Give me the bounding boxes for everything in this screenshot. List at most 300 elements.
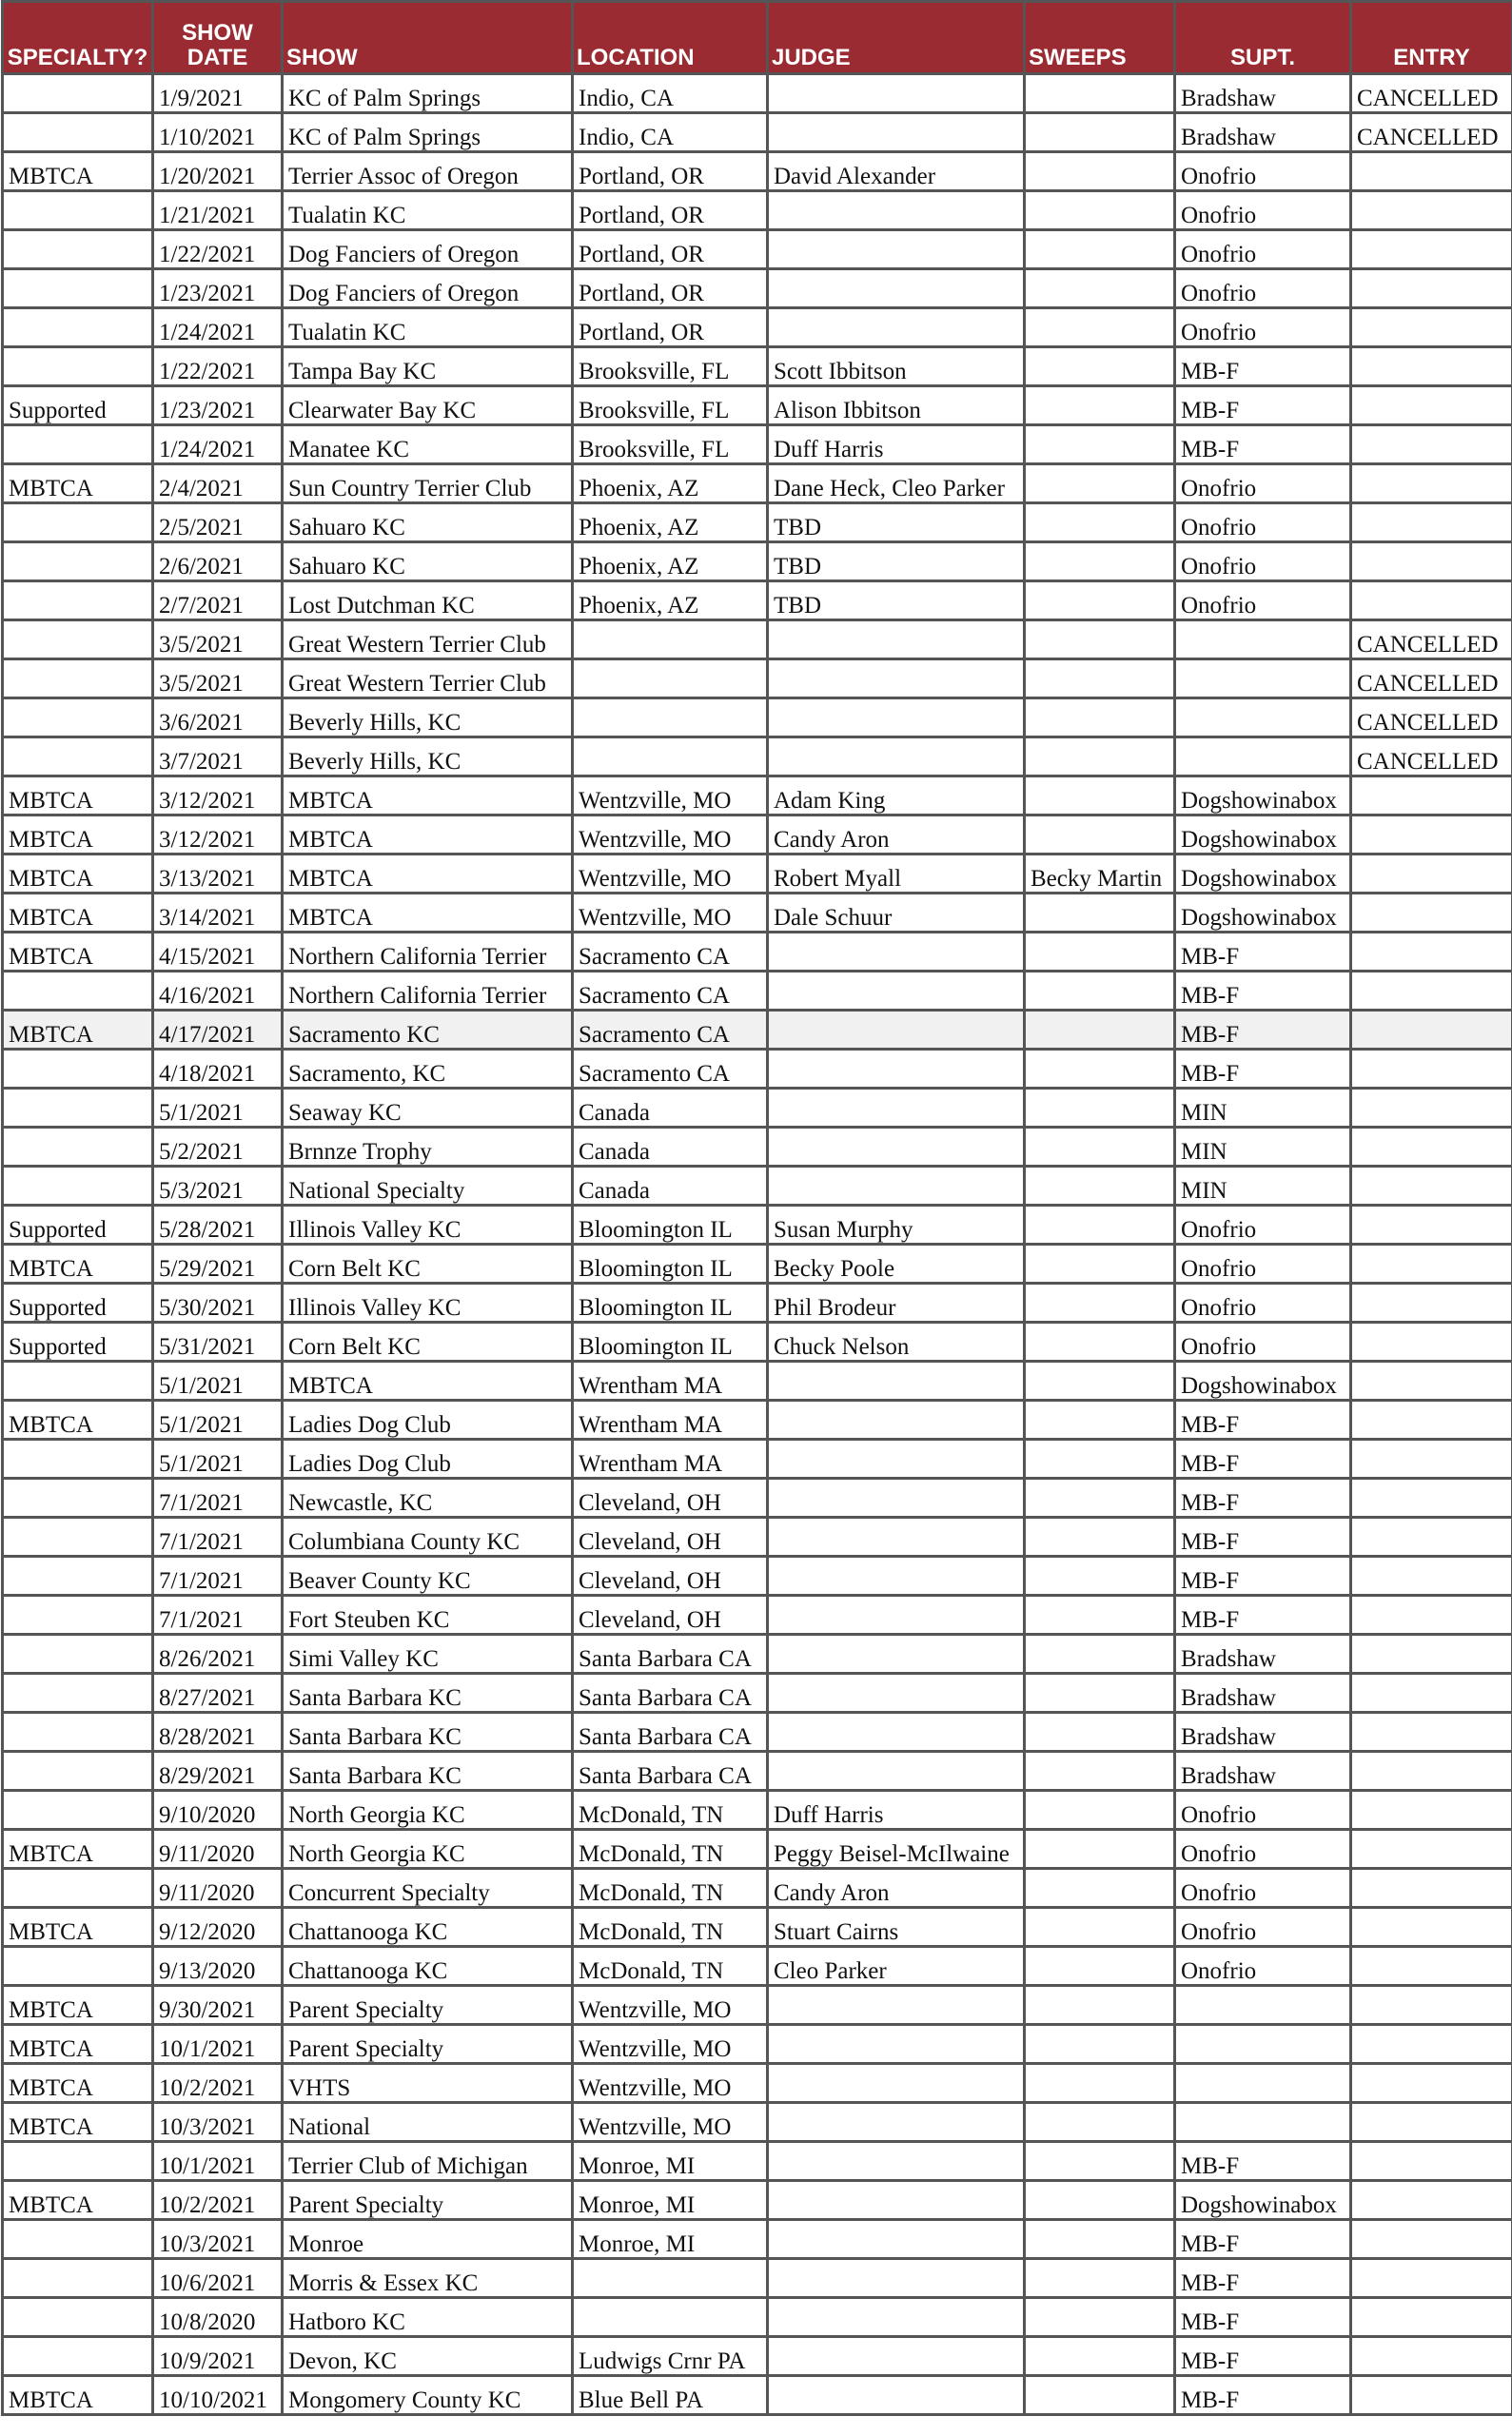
table-row	[3, 1830, 1512, 1869]
table-row	[3, 1674, 1512, 1713]
location-cell: Sacramento CA	[573, 1011, 768, 1050]
supt-cell: Bradshaw	[1175, 113, 1351, 152]
judge-cell	[768, 269, 1025, 308]
table-row	[3, 74, 1512, 113]
judge-cell: Cleo Parker	[768, 1947, 1025, 1986]
table-row	[3, 1713, 1512, 1752]
entry-cell	[1351, 1479, 1512, 1518]
judge-cell	[768, 659, 1025, 698]
specialty-cell	[3, 1440, 153, 1479]
show-date-cell: 5/30/2021	[153, 1284, 283, 1323]
supt-cell: Onofrio	[1175, 308, 1351, 347]
entry-cell	[1351, 1791, 1512, 1830]
supt-cell: Dogshowinabox	[1175, 855, 1351, 894]
sweeps-cell	[1025, 1635, 1175, 1674]
sweeps-cell	[1025, 503, 1175, 542]
location-cell: Phoenix, AZ	[573, 581, 768, 620]
supt-cell: MB-F	[1175, 1518, 1351, 1557]
judge-cell	[768, 1557, 1025, 1596]
sweeps-cell	[1025, 1401, 1175, 1440]
sweeps-cell	[1025, 1089, 1175, 1128]
sweeps-cell	[1025, 152, 1175, 191]
judge-cell	[768, 1479, 1025, 1518]
entry-cell: CANCELLED	[1351, 737, 1512, 776]
location-cell: McDonald, TN	[573, 1791, 768, 1830]
location-cell: Brooksville, FL	[573, 425, 768, 464]
location-cell: Monroe, MI	[573, 2181, 768, 2220]
table-body	[3, 74, 1512, 2415]
entry-cell	[1351, 347, 1512, 386]
location-cell: Wentzville, MO	[573, 2103, 768, 2142]
sweeps-cell	[1025, 2142, 1175, 2181]
table-row	[3, 1752, 1512, 1791]
judge-cell	[768, 1167, 1025, 1206]
supt-cell: MIN	[1175, 1167, 1351, 1206]
location-cell: Canada	[573, 1167, 768, 1206]
location-cell: Sacramento CA	[573, 1050, 768, 1089]
specialty-cell	[3, 347, 153, 386]
show-date-cell: 3/5/2021	[153, 620, 283, 659]
show-cell: Dog Fanciers of Oregon	[283, 269, 573, 308]
entry-cell	[1351, 1596, 1512, 1635]
entry-cell	[1351, 933, 1512, 972]
supt-cell: MIN	[1175, 1128, 1351, 1167]
specialty-cell: MBTCA	[3, 1908, 153, 1947]
location-cell: Portland, OR	[573, 308, 768, 347]
table-row	[3, 1050, 1512, 1089]
specialty-cell	[3, 581, 153, 620]
specialty-cell	[3, 2142, 153, 2181]
location-cell: Bloomington IL	[573, 1284, 768, 1323]
supt-cell: Bradshaw	[1175, 1713, 1351, 1752]
sweeps-cell	[1025, 2025, 1175, 2064]
entry-cell	[1351, 1128, 1512, 1167]
sweeps-cell	[1025, 620, 1175, 659]
sweeps-cell	[1025, 74, 1175, 113]
location-cell: Sacramento CA	[573, 972, 768, 1011]
entry-cell	[1351, 776, 1512, 815]
entry-cell	[1351, 230, 1512, 269]
show-date-cell: 5/28/2021	[153, 1206, 283, 1245]
entry-cell	[1351, 1011, 1512, 1050]
specialty-cell	[3, 1518, 153, 1557]
show-cell: Clearwater Bay KC	[283, 386, 573, 425]
show-schedule-table	[1, 0, 1512, 2416]
show-date-cell: 8/26/2021	[153, 1635, 283, 1674]
judge-cell: Susan Murphy	[768, 1206, 1025, 1245]
show-cell: Santa Barbara KC	[283, 1752, 573, 1791]
judge-cell	[768, 1518, 1025, 1557]
table-row	[3, 347, 1512, 386]
supt-cell: MB-F	[1175, 2142, 1351, 2181]
show-cell: Sahuaro KC	[283, 503, 573, 542]
show-date-cell: 4/16/2021	[153, 972, 283, 1011]
show-cell: Beverly Hills, KC	[283, 698, 573, 737]
supt-cell: Onofrio	[1175, 1284, 1351, 1323]
show-cell: Sun Country Terrier Club	[283, 464, 573, 503]
show-cell: Parent Specialty	[283, 1986, 573, 2025]
judge-cell: TBD	[768, 542, 1025, 581]
specialty-cell	[3, 74, 153, 113]
judge-cell: Becky Poole	[768, 1245, 1025, 1284]
judge-cell	[768, 2298, 1025, 2337]
location-cell: Cleveland, OH	[573, 1596, 768, 1635]
column-header-entry: ENTRY	[1351, 2, 1512, 74]
judge-cell: David Alexander	[768, 152, 1025, 191]
show-date-cell: 7/1/2021	[153, 1596, 283, 1635]
sweeps-cell	[1025, 347, 1175, 386]
supt-cell	[1175, 2025, 1351, 2064]
show-cell: National Specialty	[283, 1167, 573, 1206]
location-cell	[573, 698, 768, 737]
sweeps-cell	[1025, 1830, 1175, 1869]
entry-cell	[1351, 581, 1512, 620]
table-row	[3, 2220, 1512, 2259]
judge-cell	[768, 972, 1025, 1011]
location-cell: Wentzville, MO	[573, 2025, 768, 2064]
sweeps-cell	[1025, 659, 1175, 698]
table-row	[3, 620, 1512, 659]
table-row	[3, 269, 1512, 308]
supt-cell: Onofrio	[1175, 464, 1351, 503]
show-cell: Chattanooga KC	[283, 1908, 573, 1947]
location-cell	[573, 659, 768, 698]
show-cell: Parent Specialty	[283, 2025, 573, 2064]
supt-cell: Dogshowinabox	[1175, 776, 1351, 815]
table-row	[3, 2181, 1512, 2220]
sweeps-cell	[1025, 1440, 1175, 1479]
supt-cell: MB-F	[1175, 1557, 1351, 1596]
location-cell: Wentzville, MO	[573, 776, 768, 815]
table-row	[3, 1011, 1512, 1050]
sweeps-cell	[1025, 1323, 1175, 1362]
table-row	[3, 2376, 1512, 2415]
location-cell: Phoenix, AZ	[573, 464, 768, 503]
show-cell: Beverly Hills, KC	[283, 737, 573, 776]
supt-cell: Dogshowinabox	[1175, 1362, 1351, 1401]
table-row	[3, 113, 1512, 152]
show-date-cell: 1/10/2021	[153, 113, 283, 152]
show-cell: Great Western Terrier Club	[283, 659, 573, 698]
show-date-cell: 9/11/2020	[153, 1830, 283, 1869]
sweeps-cell	[1025, 776, 1175, 815]
specialty-cell	[3, 737, 153, 776]
entry-cell	[1351, 1089, 1512, 1128]
show-cell: Corn Belt KC	[283, 1323, 573, 1362]
table-row	[3, 855, 1512, 894]
supt-cell: Onofrio	[1175, 1908, 1351, 1947]
location-cell: Ludwigs Crnr PA	[573, 2337, 768, 2376]
supt-cell	[1175, 659, 1351, 698]
specialty-cell: MBTCA	[3, 2025, 153, 2064]
show-date-cell: 9/30/2021	[153, 1986, 283, 2025]
show-cell: Newcastle, KC	[283, 1479, 573, 1518]
sweeps-cell	[1025, 2337, 1175, 2376]
table-row	[3, 542, 1512, 581]
sweeps-cell	[1025, 894, 1175, 933]
table-row	[3, 776, 1512, 815]
supt-cell: Onofrio	[1175, 269, 1351, 308]
show-date-cell: 3/14/2021	[153, 894, 283, 933]
supt-cell: MB-F	[1175, 1440, 1351, 1479]
column-header-judge: JUDGE	[768, 2, 1025, 74]
specialty-cell: Supported	[3, 386, 153, 425]
judge-cell	[768, 191, 1025, 230]
show-date-cell: 2/7/2021	[153, 581, 283, 620]
sweeps-cell: Becky Martin	[1025, 855, 1175, 894]
entry-cell	[1351, 1752, 1512, 1791]
specialty-cell	[3, 620, 153, 659]
location-cell: Phoenix, AZ	[573, 542, 768, 581]
show-date-cell: 3/7/2021	[153, 737, 283, 776]
show-cell: VHTS	[283, 2064, 573, 2103]
table-row	[3, 698, 1512, 737]
show-cell: Northern California Terrier	[283, 933, 573, 972]
specialty-cell	[3, 1089, 153, 1128]
specialty-cell	[3, 308, 153, 347]
entry-cell	[1351, 1401, 1512, 1440]
table-row	[3, 464, 1512, 503]
location-cell: Wrentham MA	[573, 1362, 768, 1401]
entry-cell	[1351, 1947, 1512, 1986]
show-date-cell: 10/1/2021	[153, 2025, 283, 2064]
entry-cell	[1351, 1050, 1512, 1089]
supt-cell: MB-F	[1175, 2337, 1351, 2376]
supt-cell: Bradshaw	[1175, 74, 1351, 113]
sweeps-cell	[1025, 1791, 1175, 1830]
entry-cell	[1351, 1323, 1512, 1362]
table-row	[3, 1128, 1512, 1167]
specialty-cell: MBTCA	[3, 776, 153, 815]
specialty-cell	[3, 1596, 153, 1635]
supt-cell: MB-F	[1175, 347, 1351, 386]
show-cell: Ladies Dog Club	[283, 1440, 573, 1479]
supt-cell	[1175, 2103, 1351, 2142]
show-date-cell: 4/17/2021	[153, 1011, 283, 1050]
sweeps-cell	[1025, 386, 1175, 425]
show-date-cell: 7/1/2021	[153, 1479, 283, 1518]
judge-cell	[768, 1596, 1025, 1635]
show-cell: Sacramento, KC	[283, 1050, 573, 1089]
entry-cell	[1351, 855, 1512, 894]
show-cell: Fort Steuben KC	[283, 1596, 573, 1635]
table-row	[3, 1518, 1512, 1557]
table-row	[3, 1596, 1512, 1635]
judge-cell	[768, 2376, 1025, 2415]
location-cell: Santa Barbara CA	[573, 1635, 768, 1674]
location-cell: Cleveland, OH	[573, 1557, 768, 1596]
sweeps-cell	[1025, 425, 1175, 464]
location-cell: Portland, OR	[573, 230, 768, 269]
supt-cell: Onofrio	[1175, 152, 1351, 191]
table-row	[3, 972, 1512, 1011]
location-cell: Portland, OR	[573, 269, 768, 308]
specialty-cell: MBTCA	[3, 464, 153, 503]
supt-cell: Dogshowinabox	[1175, 894, 1351, 933]
judge-cell: TBD	[768, 503, 1025, 542]
entry-cell	[1351, 269, 1512, 308]
entry-cell	[1351, 191, 1512, 230]
entry-cell	[1351, 542, 1512, 581]
judge-cell	[768, 2220, 1025, 2259]
show-date-cell: 10/8/2020	[153, 2298, 283, 2337]
sweeps-cell	[1025, 2181, 1175, 2220]
show-date-cell: 10/2/2021	[153, 2064, 283, 2103]
location-cell: McDonald, TN	[573, 1830, 768, 1869]
table-row	[3, 2259, 1512, 2298]
show-date-cell: 7/1/2021	[153, 1557, 283, 1596]
judge-cell	[768, 737, 1025, 776]
location-cell: Wentzville, MO	[573, 855, 768, 894]
table-row	[3, 1245, 1512, 1284]
show-date-cell: 2/6/2021	[153, 542, 283, 581]
sweeps-cell	[1025, 2103, 1175, 2142]
table-row	[3, 386, 1512, 425]
table-row	[3, 308, 1512, 347]
show-date-cell: 3/12/2021	[153, 776, 283, 815]
location-cell: McDonald, TN	[573, 1908, 768, 1947]
entry-cell	[1351, 503, 1512, 542]
entry-cell	[1351, 1245, 1512, 1284]
show-date-cell: 3/13/2021	[153, 855, 283, 894]
judge-cell	[768, 1362, 1025, 1401]
table-row	[3, 152, 1512, 191]
show-cell: Corn Belt KC	[283, 1245, 573, 1284]
supt-cell: MB-F	[1175, 933, 1351, 972]
location-cell: Wentzville, MO	[573, 1986, 768, 2025]
show-date-cell: 5/2/2021	[153, 1128, 283, 1167]
show-date-cell: 10/3/2021	[153, 2220, 283, 2259]
location-cell: Indio, CA	[573, 74, 768, 113]
entry-cell	[1351, 1284, 1512, 1323]
supt-cell: Onofrio	[1175, 503, 1351, 542]
supt-cell: Onofrio	[1175, 1791, 1351, 1830]
entry-cell	[1351, 1440, 1512, 1479]
show-cell: North Georgia KC	[283, 1830, 573, 1869]
supt-cell: Onofrio	[1175, 191, 1351, 230]
judge-cell: Phil Brodeur	[768, 1284, 1025, 1323]
location-cell: Brooksville, FL	[573, 347, 768, 386]
specialty-cell	[3, 1674, 153, 1713]
specialty-cell: MBTCA	[3, 2103, 153, 2142]
entry-cell	[1351, 1206, 1512, 1245]
judge-cell	[768, 1635, 1025, 1674]
judge-cell	[768, 2142, 1025, 2181]
show-date-cell: 8/27/2021	[153, 1674, 283, 1713]
judge-cell: Candy Aron	[768, 1869, 1025, 1908]
sweeps-cell	[1025, 1557, 1175, 1596]
specialty-cell	[3, 1791, 153, 1830]
show-cell: Northern California Terrier	[283, 972, 573, 1011]
show-date-cell: 3/5/2021	[153, 659, 283, 698]
judge-cell	[768, 1440, 1025, 1479]
specialty-cell: MBTCA	[3, 855, 153, 894]
sweeps-cell	[1025, 1986, 1175, 2025]
judge-cell: Stuart Cairns	[768, 1908, 1025, 1947]
supt-cell: MB-F	[1175, 386, 1351, 425]
supt-cell: Onofrio	[1175, 1830, 1351, 1869]
specialty-cell: MBTCA	[3, 1401, 153, 1440]
location-cell: Portland, OR	[573, 191, 768, 230]
table-row	[3, 1635, 1512, 1674]
location-cell: Bloomington IL	[573, 1206, 768, 1245]
table-row	[3, 1323, 1512, 1362]
supt-cell: MB-F	[1175, 1401, 1351, 1440]
show-date-cell: 9/13/2020	[153, 1947, 283, 1986]
sweeps-cell	[1025, 1128, 1175, 1167]
sweeps-cell	[1025, 1206, 1175, 1245]
location-cell: Sacramento CA	[573, 933, 768, 972]
judge-cell	[768, 2337, 1025, 2376]
location-cell: Cleveland, OH	[573, 1479, 768, 1518]
show-date-cell: 5/3/2021	[153, 1167, 283, 1206]
table-row	[3, 1479, 1512, 1518]
supt-cell	[1175, 698, 1351, 737]
location-cell: Cleveland, OH	[573, 1518, 768, 1557]
show-date-cell: 1/21/2021	[153, 191, 283, 230]
entry-cell	[1351, 2064, 1512, 2103]
location-cell: Blue Bell PA	[573, 2376, 768, 2415]
show-date-cell: 1/23/2021	[153, 269, 283, 308]
table-row	[3, 2337, 1512, 2376]
specialty-cell	[3, 1362, 153, 1401]
specialty-cell: MBTCA	[3, 815, 153, 855]
judge-cell	[768, 1089, 1025, 1128]
supt-cell: Bradshaw	[1175, 1635, 1351, 1674]
specialty-cell	[3, 1713, 153, 1752]
show-date-cell: 3/12/2021	[153, 815, 283, 855]
supt-cell: Onofrio	[1175, 1206, 1351, 1245]
entry-cell	[1351, 2220, 1512, 2259]
location-cell: Santa Barbara CA	[573, 1674, 768, 1713]
supt-cell: Onofrio	[1175, 542, 1351, 581]
specialty-cell: MBTCA	[3, 933, 153, 972]
location-cell	[573, 2298, 768, 2337]
specialty-cell	[3, 1947, 153, 1986]
entry-cell	[1351, 894, 1512, 933]
column-header-show-date: SHOW DATE	[153, 2, 283, 74]
specialty-cell	[3, 2298, 153, 2337]
location-cell: Bloomington IL	[573, 1245, 768, 1284]
show-cell: Sacramento KC	[283, 1011, 573, 1050]
show-cell: MBTCA	[283, 855, 573, 894]
supt-cell: MB-F	[1175, 2259, 1351, 2298]
specialty-cell: MBTCA	[3, 2181, 153, 2220]
show-date-cell: 7/1/2021	[153, 1518, 283, 1557]
supt-cell: Onofrio	[1175, 230, 1351, 269]
entry-cell	[1351, 2025, 1512, 2064]
show-date-cell: 1/9/2021	[153, 74, 283, 113]
judge-cell	[768, 2259, 1025, 2298]
sweeps-cell	[1025, 933, 1175, 972]
location-cell: Bloomington IL	[573, 1323, 768, 1362]
show-cell: Simi Valley KC	[283, 1635, 573, 1674]
table-row	[3, 1908, 1512, 1947]
show-cell: Chattanooga KC	[283, 1947, 573, 1986]
show-date-cell: 4/15/2021	[153, 933, 283, 972]
judge-cell: TBD	[768, 581, 1025, 620]
sweeps-cell	[1025, 1596, 1175, 1635]
sweeps-cell	[1025, 2259, 1175, 2298]
sweeps-cell	[1025, 972, 1175, 1011]
show-cell: Devon, KC	[283, 2337, 573, 2376]
table-row	[3, 894, 1512, 933]
table-row	[3, 581, 1512, 620]
location-cell: Santa Barbara CA	[573, 1713, 768, 1752]
sweeps-cell	[1025, 1752, 1175, 1791]
entry-cell	[1351, 464, 1512, 503]
show-date-cell: 10/6/2021	[153, 2259, 283, 2298]
